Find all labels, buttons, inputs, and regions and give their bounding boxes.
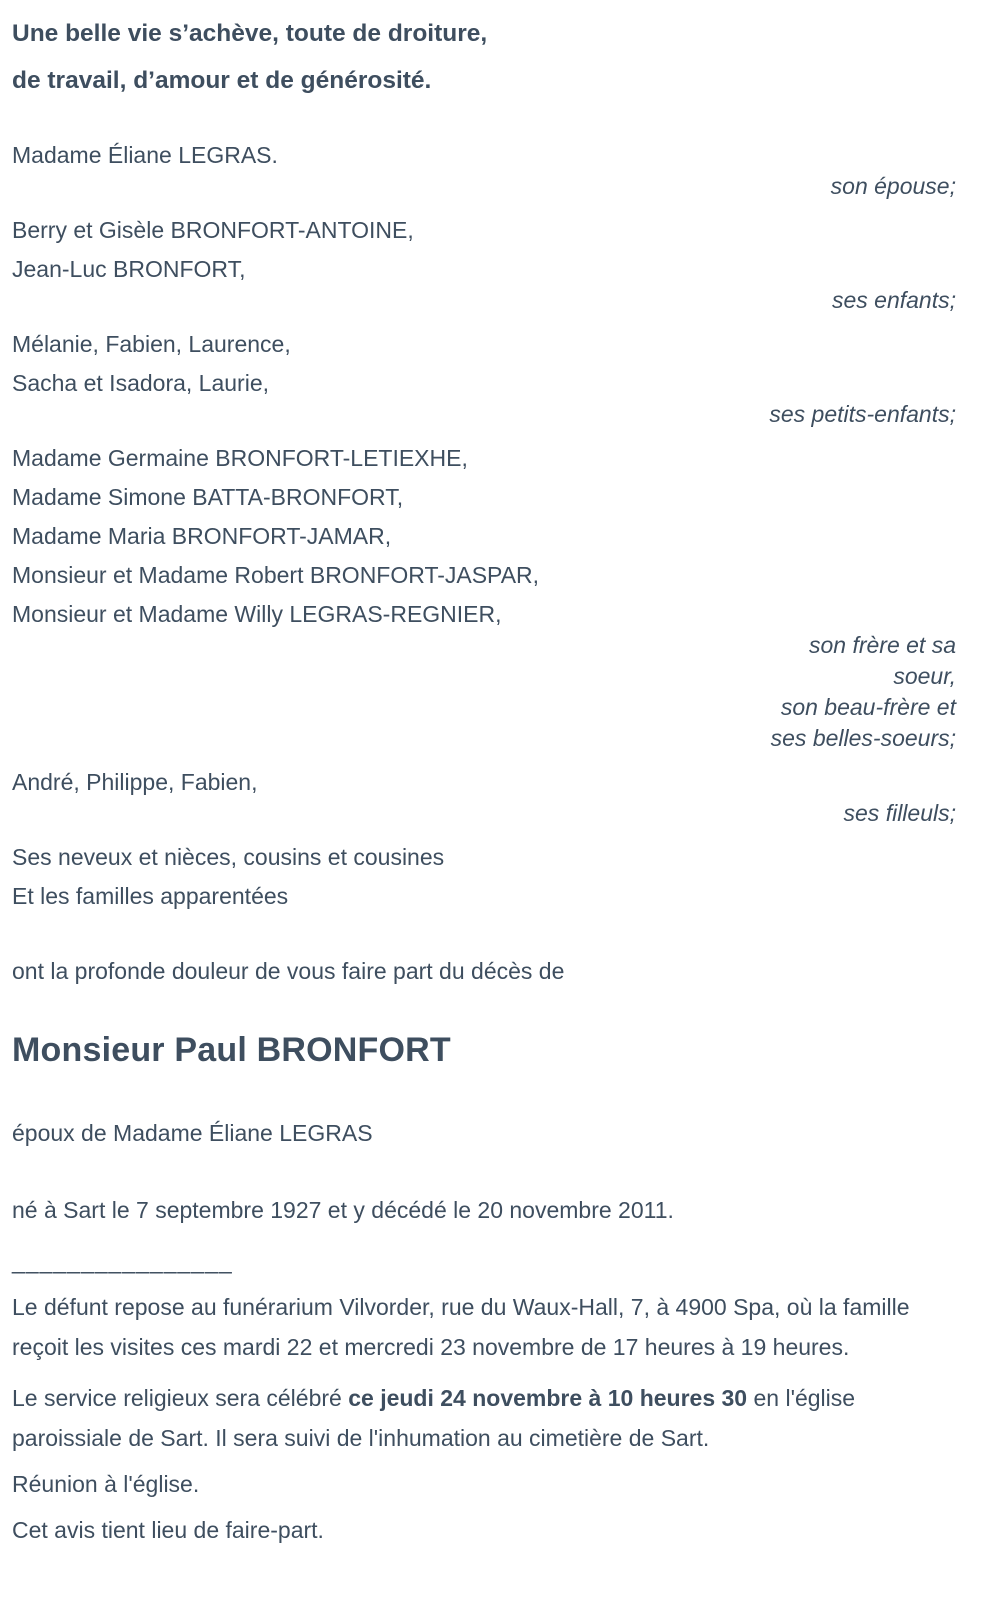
relation-line: ses enfants;	[831, 287, 956, 313]
family-name: Mélanie, Fabien, Laurence,	[12, 331, 291, 357]
relation-line: ses petits-enfants;	[769, 401, 956, 427]
family-name: Madame Éliane LEGRAS.	[12, 142, 278, 168]
deceased-name: Monsieur Paul BRONFORT	[12, 1031, 451, 1069]
family-group-siblings	[12, 439, 956, 754]
family-name: Monsieur et Madame Robert BRONFORT-JASPAR,	[12, 562, 540, 588]
opening-quote-line-2: de travail, d’amour et de générosité.	[12, 67, 432, 94]
spouse-line: époux de Madame Éliane LEGRAS	[12, 1120, 373, 1146]
repose-paragraph: Le défunt repose au funérarium Vilvorder, rue du Waux-Hall, 7, à 4900 Spa, où la famille reçoit les visites ces mardi 22 et mercredi 23 novembre de 17 heures à 19 heures.	[12, 1294, 910, 1360]
family-group-extended	[12, 838, 956, 916]
family-relation	[12, 798, 956, 829]
family-relation	[12, 285, 956, 316]
service-text-suffix: en l'église paroissiale de Sart. Il sera suivi de l'inhumation au cimetière de Sart.	[12, 1385, 856, 1451]
family-list	[12, 136, 956, 916]
family-name: Ses neveux et nièces, cousins et cousines	[12, 844, 445, 870]
family-name: André, Philippe, Fabien,	[12, 769, 258, 795]
relation-line: son frère et sa	[808, 632, 956, 658]
family-group-grandchildren	[12, 325, 956, 430]
reunion-line: Réunion à l'église.	[12, 1471, 200, 1497]
birth-death-line: né à Sart le 7 septembre 1927 et y décédé le 20 novembre 2011.	[12, 1197, 674, 1223]
service-text-bold: ce jeudi 24 novembre à 10 heures 30	[348, 1385, 748, 1411]
announcement-line: ont la profonde douleur de vous faire part du décès de	[12, 958, 565, 984]
family-name: Madame Maria BRONFORT-JAMAR,	[12, 523, 392, 549]
closing-line: Cet avis tient lieu de faire-part.	[12, 1517, 324, 1543]
family-group-children	[12, 211, 956, 316]
family-name: Madame Germaine BRONFORT-LETIEXHE,	[12, 445, 468, 471]
relation-line: soeur,	[893, 663, 956, 689]
family-relation	[12, 630, 956, 754]
opening-quote-line-1: Une belle vie s’achève, toute de droiture,	[12, 20, 488, 47]
relation-line: ses filleuls;	[843, 800, 956, 826]
family-group-spouse	[12, 136, 956, 202]
divider-line: ________________	[12, 1248, 233, 1274]
service-text-prefix: Le service religieux sera célébré	[12, 1385, 349, 1411]
opening-quote	[12, 10, 956, 104]
family-relation	[12, 171, 956, 202]
family-name: Berry et Gisèle BRONFORT-ANTOINE,	[12, 217, 414, 243]
family-relation	[12, 399, 956, 430]
relation-line: son épouse;	[830, 173, 956, 199]
family-name: Jean-Luc BRONFORT,	[12, 256, 246, 282]
relation-line: ses belles-soeurs;	[770, 725, 956, 751]
family-name: Monsieur et Madame Willy LEGRAS-REGNIER,	[12, 601, 502, 627]
family-name: Sacha et Isadora, Laurie,	[12, 370, 269, 396]
family-name: Madame Simone BATTA-BRONFORT,	[12, 484, 404, 510]
family-group-godsons	[12, 763, 956, 829]
service-paragraph	[12, 1378, 956, 1458]
relation-line: son beau-frère et	[780, 694, 956, 720]
family-name: Et les familles apparentées	[12, 883, 289, 909]
